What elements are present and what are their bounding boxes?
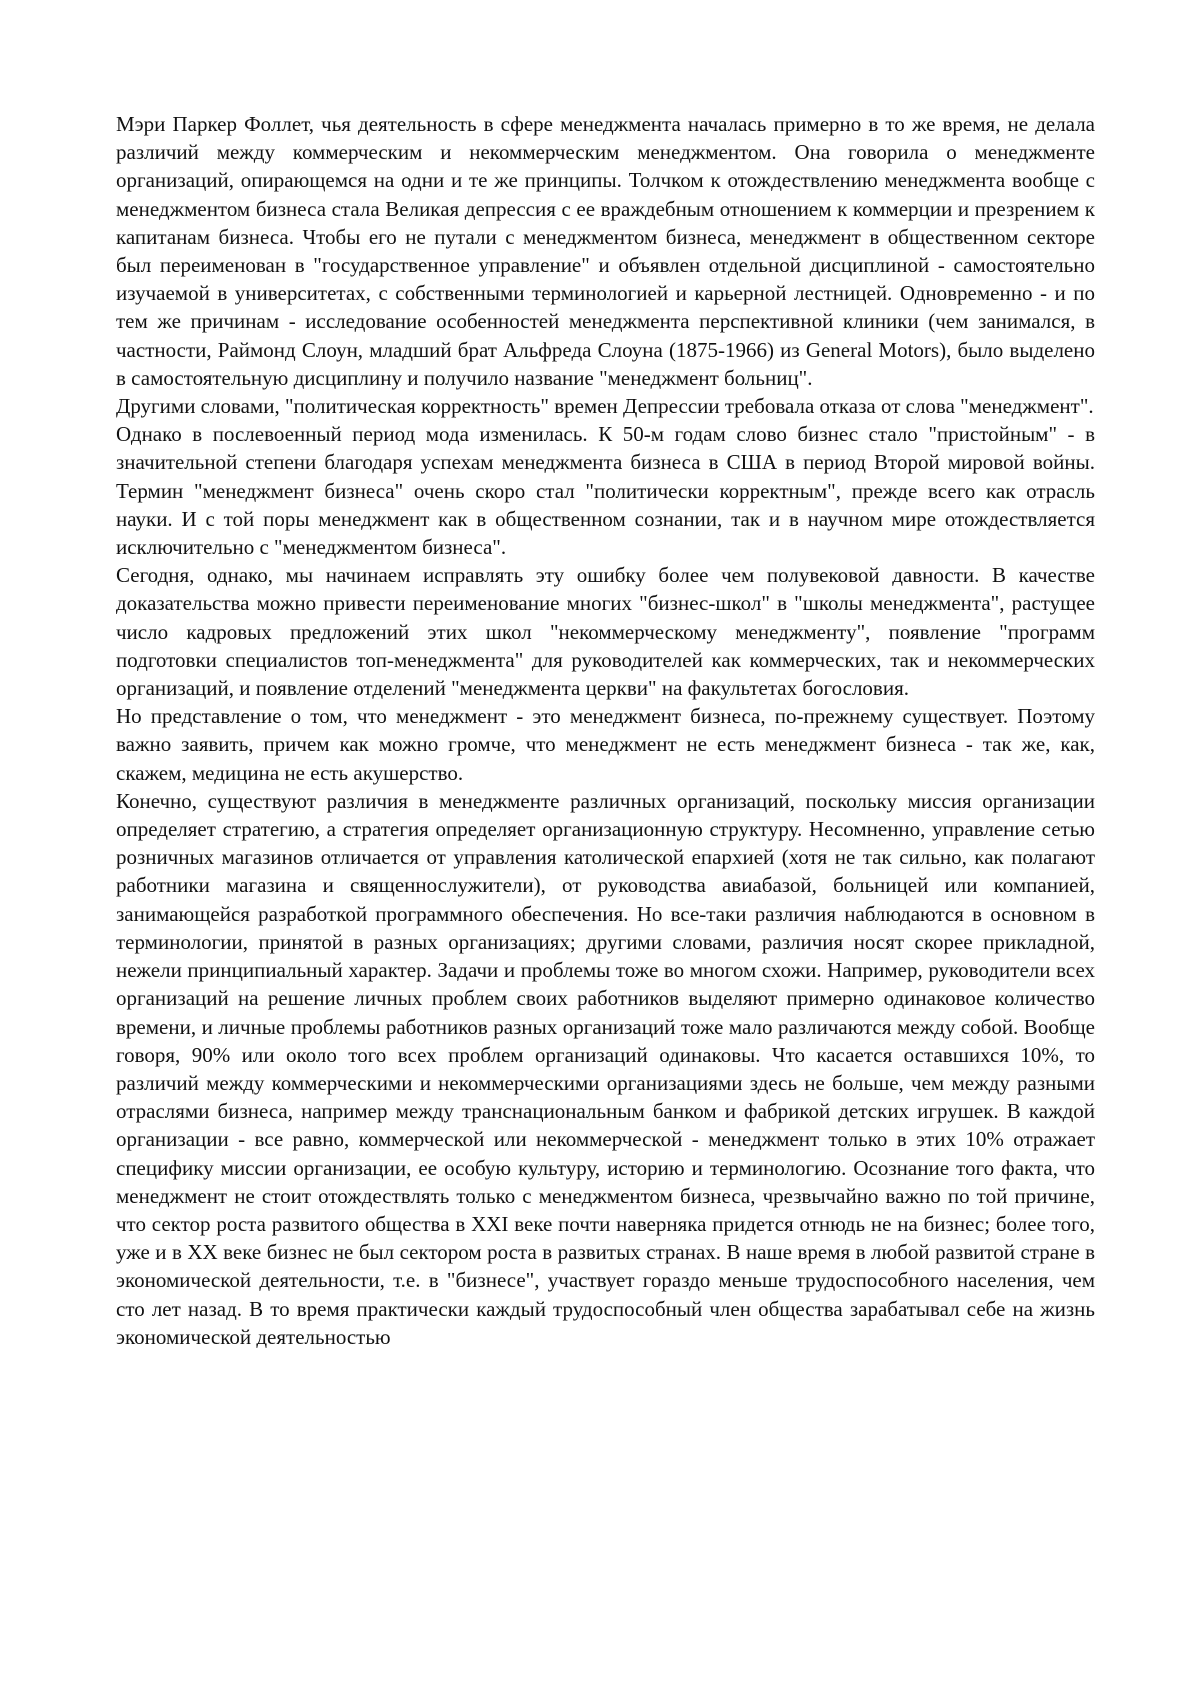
paragraph-postwar: Однако в послевоенный период мода изменилась. К 50-м годам слово бизнес стало "пристойным" - в значительной степени благодаря успехам менеджмента бизнеса в США в период Второй мировой войны. Термин "менеджмент бизнеса" очень скоро стал "политически корректным", прежде всего как отрасль науки. И с той поры менеджмент как в общественном сознании, так и в научном мире отождествляется исключительно с "менеджментом бизнеса".	[116, 422, 1095, 560]
paragraph-still-exists: Но представление о том, что менеджмент - это менеджмент бизнеса, по-прежнему существует. Поэтому важно заявить, причем как можно громче, что менеджмент не есть менеджмент бизнеса - так же, как, скажем, медицина не есть акушерство.	[116, 704, 1095, 785]
paragraph-political-correctness: Другими словами, "политическая корректность" времен Депрессии требовала отказа от слова "менеджмент".	[116, 394, 1094, 419]
document-page	[116, 110, 1095, 1351]
paragraph-follett: Мэри Паркер Фоллет, чья деятельность в сфере менеджмента началась примерно в то же время, не делала различий между коммерческим и некоммерческим менеджментом. Она говорила о менеджменте организаций, опирающемся на одни и те же принципы. Толчком к отождествлению менеджмента вообще с менеджментом бизнеса стала Великая депрессия с ее враждебным отношением к коммерции и презрением к капитанам бизнеса. Чтобы его не путали с менеджментом бизнеса, менеджмент в общественном секторе был переименован в "государственное управление" и объявлен отдельной дисциплиной - самостоятельно изучаемой в университетах, с собственными терминологией и карьерной лестницей. Одновременно - и по тем же причинам - исследование особенностей менеджмента перспективной клиники (чем занимался, в частности, Раймонд Слоун, младший брат Альфреда Слоуна (1875-1966) из General Motors), было выделено в самостоятельную дисциплину и получило название "менеджмент больниц".	[116, 112, 1095, 390]
paragraph-today: Сегодня, однако, мы начинаем исправлять эту ошибку более чем полувековой давности. В качестве доказательства можно привести переименование многих "бизнес-школ" в "школы менеджмента", растущее число кадровых предложений этих школ "некоммерческому менеджменту", появление "программ подготовки специалистов топ-менеджмента" для руководителей как коммерческих, так и некоммерческих организаций, и появление отделений "менеджмента церкви" на факультетах богословия.	[116, 563, 1095, 701]
paragraph-differences: Конечно, существуют различия в менеджменте различных организаций, поскольку миссия организации определяет стратегию, а стратегия определяет организационную структуру. Несомненно, управление сетью розничных магазинов отличается от управления католической епархией (хотя не так сильно, как полагают работники магазина и священнослужители), от руководства авиабазой, больницей или компанией, занимающейся разработкой программного обеспечения. Но все-таки различия наблюдаются в основном в терминологии, принятой в разных организациях; другими словами, различия носят скорее прикладной, нежели принципиальный характер. Задачи и проблемы тоже во многом схожи. Например, руководители всех организаций на решение личных проблем своих работников выделяют примерно одинаковое количество времени, и личные проблемы работников разных организаций тоже мало различаются между собой. Вообще говоря, 90% или около того всех проблем организаций одинаковы. Что касается оставшихся 10%, то различий между коммерческими и некоммерческими организациями здесь не больше, чем между разными отраслями бизнеса, например между транснациональным банком и фабрикой детских игрушек. В каждой организации - все равно, коммерческой или некоммерческой - менеджмент только в этих 10% отражает специфику миссии организации, ее особую культуру, историю и терминологию. Осознание того факта, что менеджмент не стоит отождествлять только с менеджментом бизнеса, чрезвычайно важно по той причине, что сектор роста развитого общества в XXI веке почти наверняка придется отнюдь не на бизнес; более того, уже и в XX веке бизнес не был сектором роста в развитых странах. В наше время в любой развитой стране в экономической деятельности, т.е. в "бизнесе", участвует гораздо меньше трудоспособного населения, чем сто лет назад. В то время практически каждый трудоспособный член общества зарабатывал себе на жизнь экономической деятельностью	[116, 788, 1095, 1349]
